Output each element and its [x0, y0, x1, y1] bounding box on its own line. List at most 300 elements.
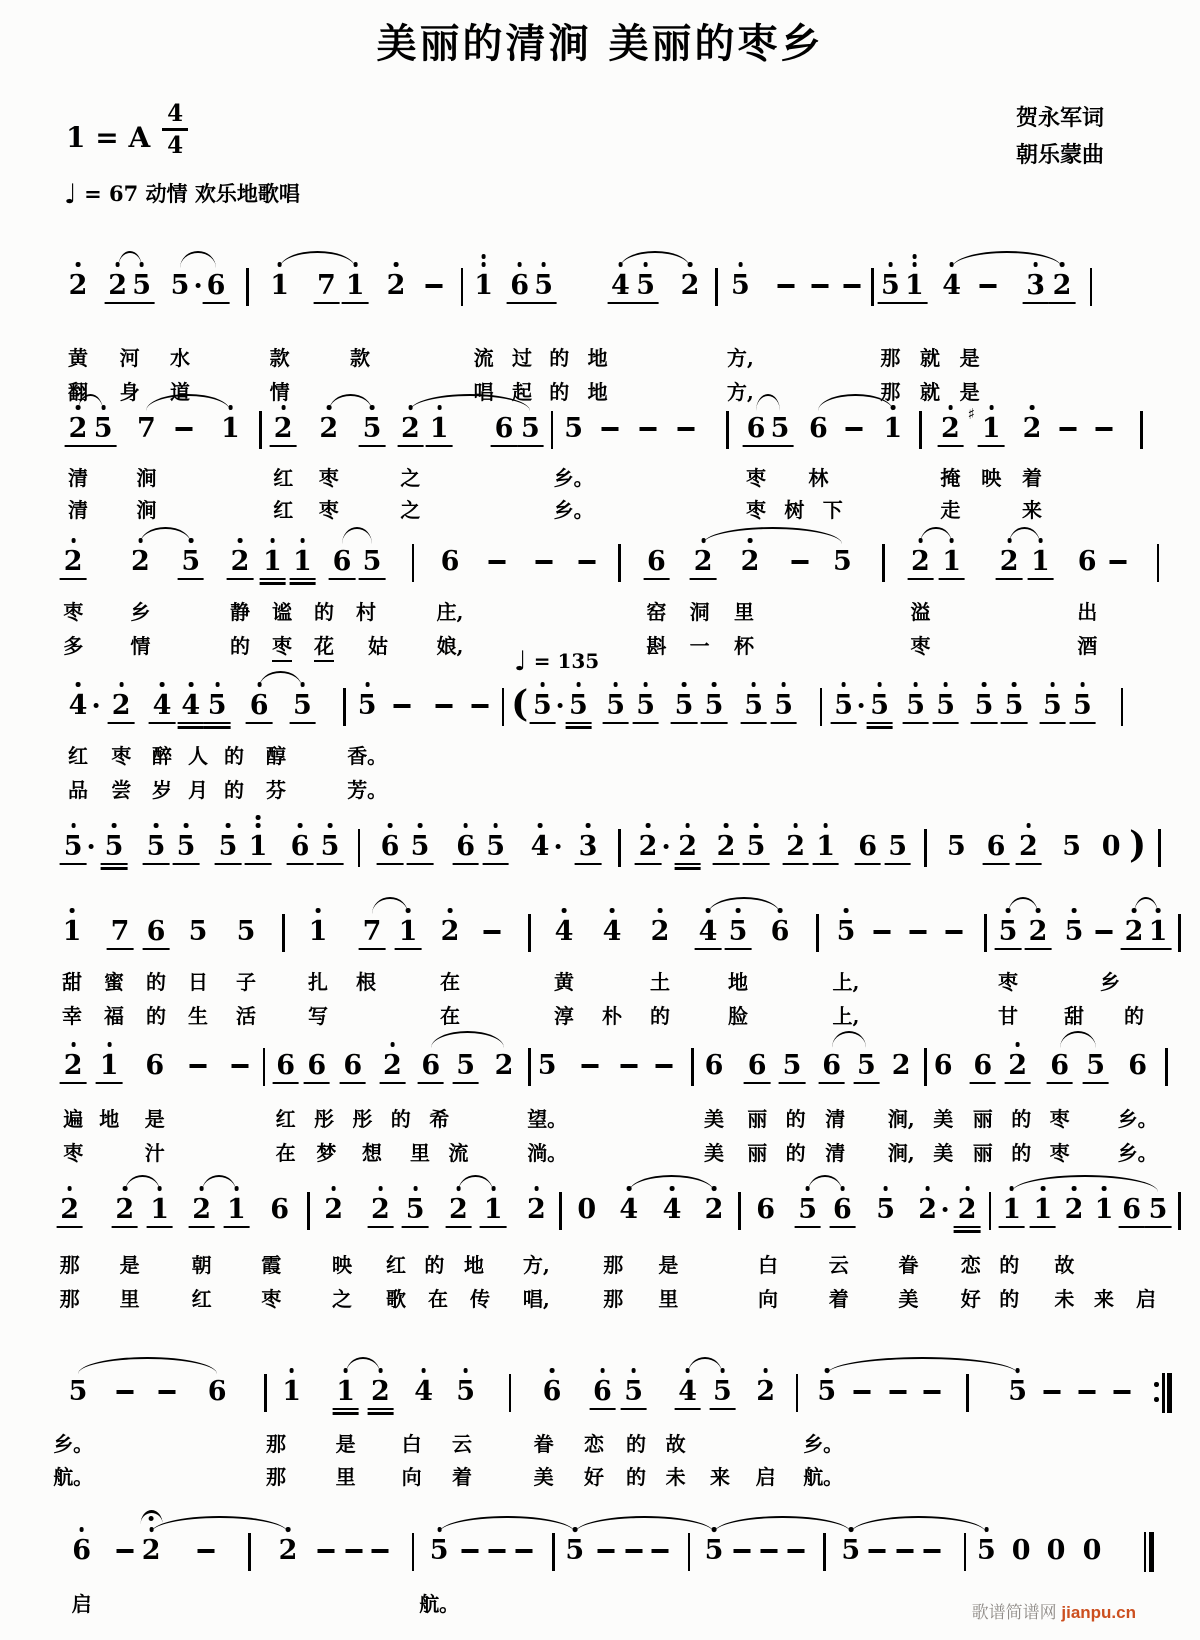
site-link[interactable]: jianpu.cn — [1061, 1603, 1136, 1622]
duration-dash — [488, 560, 505, 564]
note: 5 — [975, 692, 994, 719]
note: 1 — [293, 548, 312, 575]
beam-underline — [938, 578, 964, 581]
note: 2 — [1019, 833, 1038, 860]
lyric-syllable: 身 — [119, 380, 140, 404]
augmentation-dot — [555, 844, 560, 849]
note: 6 — [1077, 546, 1097, 577]
lyricist-credit: 贺永军词 — [1015, 105, 1104, 131]
lyric-syllable: 美 — [704, 1141, 724, 1165]
note: 2 — [371, 1378, 390, 1405]
lyric-syllable: 上, — [832, 1004, 860, 1028]
lyric-syllable: 红 — [386, 1253, 406, 1277]
note: 6 — [440, 546, 460, 577]
duration-dash — [1114, 1390, 1131, 1394]
beam-underline — [104, 302, 130, 305]
beam-underline — [866, 722, 892, 725]
note: 2 — [69, 415, 88, 442]
octave-dot — [888, 262, 893, 267]
lyric-syllable: 地 — [728, 970, 748, 994]
note: 5 — [564, 413, 583, 444]
beam-underline — [108, 722, 134, 725]
lyric-syllable: 地 — [464, 1253, 484, 1277]
lyric-syllable: 是 — [658, 1253, 679, 1277]
barline — [1178, 1192, 1181, 1230]
lyric-syllable: 来 — [1022, 498, 1042, 522]
lyric-syllable: 丽 — [972, 1107, 993, 1131]
note: 5 — [569, 692, 588, 719]
lyric-syllable: 是 — [959, 380, 980, 404]
barline — [264, 1374, 267, 1412]
beam-underline — [313, 302, 339, 305]
duration-dash — [1110, 560, 1127, 564]
note: 4 — [619, 1196, 638, 1223]
beam-underline — [259, 582, 285, 585]
lyric-syllable: 枣 — [746, 498, 766, 522]
beam-underline — [178, 578, 204, 581]
beam-underline — [146, 1226, 172, 1229]
beam-underline — [1015, 863, 1041, 866]
note: 5 — [798, 1196, 817, 1223]
note: 5 — [188, 916, 208, 947]
lyric-syllable: 乡。 — [1117, 1107, 1158, 1131]
lyric-syllable: 酒 — [1077, 634, 1098, 658]
augmentation-dot — [89, 844, 94, 849]
note: 5 — [857, 1052, 876, 1079]
note: 5 — [744, 692, 763, 719]
note: 5 — [171, 272, 190, 299]
beam-underline — [1004, 1082, 1030, 1085]
note: 2 — [1029, 918, 1048, 945]
lyric-syllable: 那 — [880, 380, 901, 404]
beam-underline — [713, 863, 739, 866]
note: 5 — [876, 1196, 895, 1223]
duration-dash — [158, 1390, 175, 1394]
barline — [358, 829, 361, 867]
lyric-syllable: 梦 — [316, 1141, 337, 1165]
octave-dot — [71, 538, 76, 543]
barline — [688, 1533, 691, 1571]
lyric-syllable: 恋 — [584, 1432, 604, 1456]
lyric-syllable: 的 — [146, 1004, 166, 1028]
note: 5 — [705, 692, 724, 719]
note: 5 — [977, 1537, 996, 1564]
lyric-syllable: 望。 — [527, 1107, 568, 1131]
slur-tie — [372, 897, 408, 914]
note: 5 — [1008, 1378, 1027, 1405]
octave-dot — [782, 682, 787, 687]
note: 5 — [68, 1376, 88, 1407]
lyric-syllable: 涧, — [887, 1141, 915, 1165]
note: 5 — [219, 833, 238, 860]
octave-dot — [365, 682, 370, 687]
beam-underline — [246, 722, 272, 725]
lyric-syllable: 里 — [658, 1287, 679, 1311]
beam-underline — [289, 578, 315, 581]
key-label: 1 = A — [66, 121, 151, 154]
beam-underline — [690, 578, 716, 581]
beam-underline — [709, 1408, 735, 1411]
octave-dot — [576, 682, 581, 687]
beam-underline — [565, 726, 591, 729]
lyric-syllable: 里 — [335, 1465, 356, 1489]
duration-dash — [620, 1064, 637, 1068]
octave-dot — [332, 1186, 337, 1191]
lyric-syllable: 想 — [362, 1141, 382, 1165]
note: 1 — [484, 1196, 503, 1223]
note: 2 — [1023, 415, 1042, 442]
lyric-syllable: 起 — [512, 380, 532, 404]
note: 1 — [1033, 1196, 1052, 1223]
slur-tie — [439, 1516, 575, 1533]
note: 6 — [343, 1052, 362, 1079]
octave-dot — [878, 682, 883, 687]
duration-dash — [318, 1549, 335, 1553]
lyric-syllable: 遍 — [63, 1107, 84, 1131]
lyric-syllable: 美 — [933, 1141, 954, 1165]
lyric-syllable: 那 — [266, 1465, 286, 1489]
note: 5 — [565, 1537, 584, 1564]
lyric-syllable: 的 — [224, 778, 244, 802]
lyric-syllable: 下 — [822, 498, 843, 522]
barline — [924, 829, 927, 867]
beam-underline — [779, 1082, 805, 1085]
lyric-syllable: 流 — [473, 346, 494, 370]
duration-dash — [190, 1064, 207, 1068]
octave-dot — [724, 823, 729, 828]
lyric-syllable: 的 — [549, 380, 570, 404]
duration-dash — [811, 284, 828, 288]
barline — [726, 411, 729, 449]
beam-underline — [96, 1082, 122, 1085]
note: 4 — [611, 272, 630, 299]
octave-dot — [884, 1186, 889, 1191]
note: 2 — [449, 1196, 468, 1223]
barline — [528, 914, 531, 952]
lyric-syllable: 白 — [401, 1432, 422, 1456]
lyric-syllable: 芬 — [266, 778, 286, 802]
beam-underline — [204, 726, 230, 729]
beam-underline — [740, 722, 766, 725]
lyric-syllable: 的 — [999, 1287, 1020, 1311]
lyric-syllable: 款 — [269, 346, 290, 370]
note: 6 — [145, 1050, 165, 1081]
note: 2 — [941, 415, 960, 442]
lyric-syllable: 清 — [825, 1107, 846, 1131]
lyric-syllable: 款 — [350, 346, 370, 370]
octave-dot — [215, 682, 220, 687]
note: 5 — [906, 692, 925, 719]
beam-underline — [101, 863, 127, 866]
note: 6 — [291, 833, 310, 860]
lyric-syllable: 的 — [146, 970, 166, 994]
note: 5 — [537, 1050, 557, 1081]
note: 4 — [531, 833, 550, 860]
note: 5 — [147, 833, 166, 860]
lyric-syllable: 美 — [704, 1107, 724, 1131]
lyric-syllable: 的 — [1124, 1004, 1144, 1028]
beam-underline — [1145, 1226, 1171, 1229]
fermata-icon — [140, 1510, 162, 1524]
lyric-syllable: 恋 — [960, 1253, 981, 1277]
barline — [343, 688, 346, 726]
note: 6 — [1122, 1196, 1141, 1223]
octave-dot — [912, 262, 917, 267]
note: 5 — [64, 833, 83, 860]
lyric-syllable: 之 — [400, 466, 421, 490]
lyric-syllable: 道 — [170, 380, 190, 404]
octave-dot — [464, 823, 469, 828]
octave-dot — [550, 1368, 555, 1373]
beam-underline — [270, 445, 296, 448]
duration-dash — [778, 284, 795, 288]
duration-dash — [372, 1549, 389, 1553]
note: 6 — [270, 1194, 289, 1225]
note: 5 — [713, 1378, 732, 1405]
beam-underline — [743, 445, 769, 448]
composer-credit: 朝乐蒙曲 — [1015, 142, 1104, 169]
beam-underline — [227, 578, 253, 581]
lyric-syllable: 那 — [880, 346, 901, 370]
note: 1 — [346, 272, 365, 299]
tempo-value: = 67 — [84, 181, 139, 206]
site-name: 歌谱简谱网 — [971, 1603, 1057, 1622]
lyric-syllable: 庄, — [436, 600, 464, 624]
beam-underline — [359, 948, 385, 951]
lyric-syllable: 航。 — [53, 1465, 94, 1489]
lyric-syllable: 地 — [99, 1107, 120, 1131]
note: 1 — [263, 548, 282, 575]
note: 5 — [236, 916, 256, 947]
note: 5 — [293, 692, 312, 719]
octave-dot — [658, 908, 663, 913]
slur-tie — [688, 1357, 723, 1374]
duration-dash — [1044, 1390, 1061, 1394]
lyric-syllable: 多 — [63, 634, 84, 658]
note: 1 — [336, 1378, 355, 1405]
note: 4 — [181, 692, 200, 719]
octave-dot — [154, 823, 159, 828]
octave-dot — [119, 682, 124, 687]
octave-dot — [646, 823, 651, 828]
lyric-syllable: 向 — [758, 1287, 778, 1311]
beam-underline — [65, 445, 91, 448]
note: 4 — [678, 1378, 697, 1405]
lyric-syllable: 红 — [273, 466, 294, 490]
note: 5 — [105, 833, 124, 860]
barline — [796, 1374, 799, 1412]
lyric-syllable: 的 — [650, 1004, 670, 1028]
octave-dot — [1072, 908, 1077, 913]
beam-underline — [342, 302, 368, 305]
lyric-syllable: 涧 — [136, 466, 157, 490]
lyric-syllable: 脸 — [728, 1004, 748, 1028]
lyric-syllable: 方, — [522, 1253, 550, 1277]
beam-underline — [954, 1226, 980, 1229]
slur-tie — [146, 394, 230, 411]
note: 1 — [63, 918, 82, 945]
octave-dot — [600, 1368, 605, 1373]
lyric-syllable: 幸 — [62, 1004, 82, 1028]
beam-underline — [178, 726, 204, 729]
octave-dot — [752, 682, 757, 687]
beam-underline — [178, 722, 204, 725]
lyric-syllable: 红 — [68, 744, 88, 768]
octave-dot — [270, 538, 275, 543]
octave-dot — [562, 908, 567, 913]
duration-dash — [1096, 427, 1113, 431]
note: 6 — [756, 1194, 775, 1225]
note: 6 — [748, 1052, 767, 1079]
beam-underline — [367, 1408, 393, 1411]
octave-dot — [842, 682, 847, 687]
lyric-syllable: 醉 — [152, 744, 172, 768]
lyric-syllable: 启 — [1136, 1287, 1156, 1311]
beam-underline — [143, 948, 169, 951]
note: 5 — [771, 415, 790, 442]
lyric-syllable: 唱, — [522, 1287, 550, 1311]
lyric-syllable: 谧 — [272, 600, 292, 624]
note: 2 — [112, 692, 131, 719]
note: 2 — [383, 1052, 402, 1079]
octave-dot — [764, 1368, 769, 1373]
octave-dot — [238, 538, 243, 543]
augmentation-dot — [195, 283, 200, 288]
note: 2 — [131, 548, 150, 575]
lyric-syllable: 那 — [266, 1432, 286, 1456]
barline — [1157, 544, 1160, 582]
beam-underline — [332, 1412, 358, 1415]
barline — [618, 829, 621, 867]
note: 5 — [363, 415, 382, 442]
note: 2 — [891, 1050, 911, 1081]
beam-underline — [866, 726, 892, 729]
barline — [816, 914, 819, 952]
beam-underline — [725, 948, 751, 951]
beam-underline — [794, 1226, 820, 1229]
octave-dot — [390, 1042, 395, 1047]
lyric-syllable: 乡。 — [553, 498, 594, 522]
note: 5 — [1062, 831, 1081, 862]
octave-dot — [316, 908, 321, 913]
octave-dot — [1050, 682, 1055, 687]
time-numerator: 4 — [162, 102, 188, 131]
barline — [1165, 1048, 1168, 1086]
octave-dot — [388, 823, 393, 828]
note: 2 — [717, 833, 736, 860]
lyric-syllable: 那 — [59, 1253, 80, 1277]
duration-dash — [889, 1390, 906, 1394]
lyric-syllable: 枣 — [63, 600, 84, 624]
beam-underline — [695, 948, 721, 951]
duration-dash — [1096, 930, 1113, 934]
barline — [823, 1533, 826, 1571]
duration-dash — [640, 427, 657, 431]
lyric-syllable: 的 — [999, 1253, 1020, 1277]
beam-underline — [188, 1226, 214, 1229]
lyric-syllable: 彤 — [314, 1107, 334, 1131]
duration-dash — [678, 427, 695, 431]
beam-underline — [1027, 578, 1053, 581]
lyric-syllable: 云 — [828, 1253, 849, 1277]
duration-dash — [655, 1064, 672, 1068]
beam-underline — [1039, 722, 1065, 725]
beam-underline — [379, 1082, 405, 1085]
note: 5 — [177, 833, 196, 860]
note: 5 — [817, 1378, 836, 1405]
note: 5 — [747, 833, 766, 860]
lyric-syllable: 希 — [429, 1107, 450, 1131]
lyric-syllable: 的 — [549, 346, 570, 370]
beam-underline — [304, 1082, 330, 1085]
note: 2 — [678, 833, 697, 860]
lyric-syllable: 映 — [981, 466, 1002, 490]
lyric-syllable: 枣 — [998, 970, 1018, 994]
barline — [552, 1533, 555, 1571]
beam-underline — [259, 578, 285, 581]
lyric-syllable: 枣 — [1049, 1141, 1070, 1165]
rest-note: 0 — [1046, 1535, 1066, 1566]
beam-underline — [632, 722, 658, 725]
octave-dot — [912, 254, 917, 259]
lyric-syllable: 的 — [785, 1107, 806, 1131]
beam-underline — [173, 863, 199, 866]
lyric-syllable: 尝 — [111, 778, 132, 802]
lyric-syllable: 水 — [170, 346, 190, 370]
barline — [1178, 914, 1181, 952]
note: 5 — [624, 1378, 643, 1405]
beam-underline — [1046, 1082, 1072, 1085]
octave-dot — [738, 262, 743, 267]
note: 2 — [319, 415, 338, 442]
lyric-syllable: 未 — [1054, 1287, 1075, 1311]
beam-underline — [329, 578, 355, 581]
octave-dot — [989, 405, 994, 410]
beam-underline — [674, 1408, 700, 1411]
parenthesis: ( — [511, 683, 529, 725]
tempo-change-value: = 135 — [533, 649, 600, 673]
note: 6 — [207, 1376, 227, 1407]
octave-dot — [494, 823, 499, 828]
lyric-syllable: 洞 — [689, 600, 710, 624]
lyric-syllable: 航。 — [419, 1592, 460, 1616]
duration-dash — [652, 1549, 669, 1553]
lyric-syllable: 好 — [584, 1465, 604, 1489]
duration-dash — [582, 1064, 599, 1068]
beam-underline — [607, 302, 633, 305]
slur-tie — [952, 251, 1062, 268]
note: 2 — [64, 548, 83, 575]
note: 5 — [731, 272, 750, 299]
lyric-syllable: 的 — [390, 1107, 411, 1131]
note: 2 — [231, 548, 250, 575]
lyric-syllable: 红 — [275, 1107, 296, 1131]
lyric-syllable: 杯 — [734, 634, 754, 658]
lyric-syllable: 斟 — [646, 634, 667, 658]
note: 6 — [987, 833, 1006, 860]
note: 5 — [1043, 692, 1062, 719]
note: 2 — [911, 548, 930, 575]
beam-underline — [671, 722, 697, 725]
lyric-syllable: 甜 — [1064, 1004, 1084, 1028]
lyric-syllable: 霞 — [261, 1253, 282, 1277]
note: 5 — [363, 548, 382, 575]
octave-dot — [300, 538, 305, 543]
note: 5 — [1149, 1196, 1168, 1223]
beam-underline — [620, 1408, 646, 1411]
lyric-syllable: 涧, — [887, 1107, 915, 1131]
beam-underline — [901, 302, 927, 305]
